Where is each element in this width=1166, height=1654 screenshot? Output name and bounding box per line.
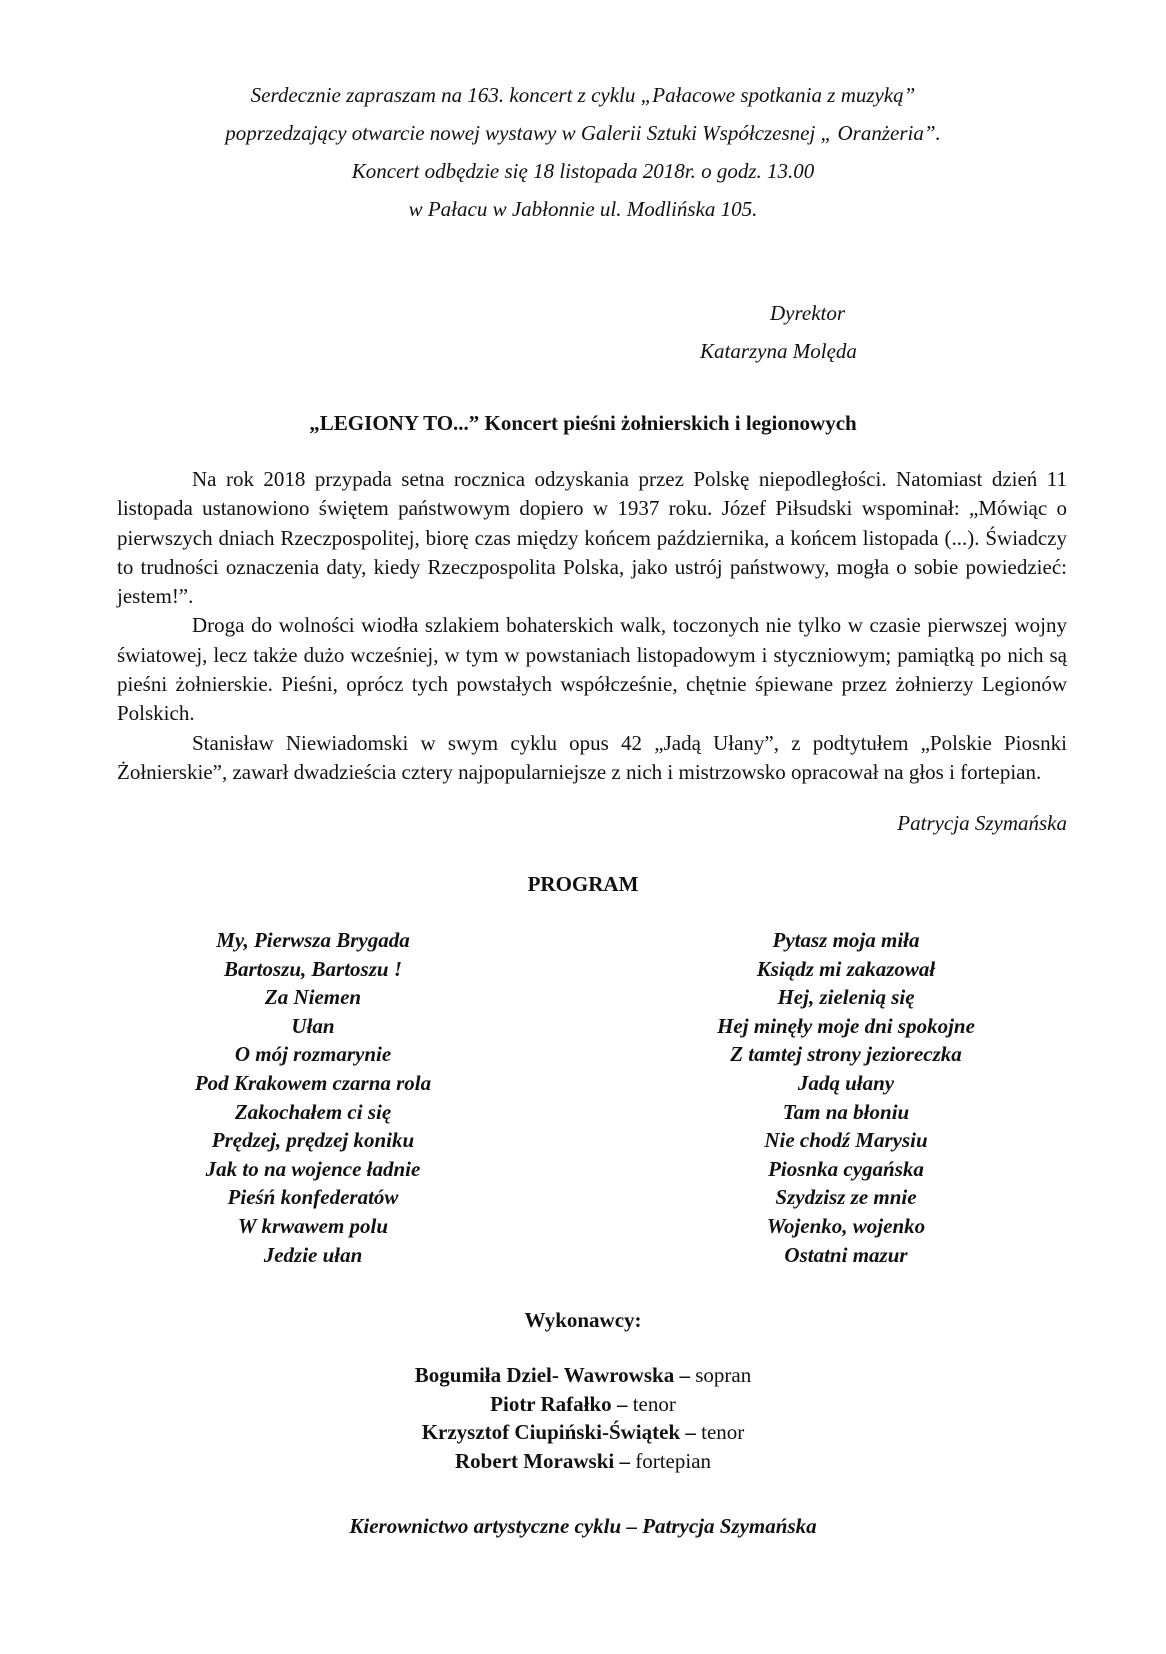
performer-row xyxy=(120,1418,1046,1447)
essay-author: Patrycja Szymańska xyxy=(897,811,1067,835)
song-title: Zakochałem ci się xyxy=(234,1099,392,1124)
song-title: Pytasz moja miła xyxy=(772,928,920,952)
invitation-line: Serdecznie zapraszam na 163. koncert z cyklu „Pałacowe spotkania z muzyką” xyxy=(250,83,916,107)
performer-row xyxy=(120,1447,1046,1476)
director-signature xyxy=(700,294,857,370)
performer-role: sopran xyxy=(695,1363,752,1387)
invitation-line: w Pałacu w Jabłonnie ul. Modlińska 105. xyxy=(408,197,758,221)
performer-dash: – xyxy=(679,1363,690,1387)
song-title: Jedzie ułan xyxy=(263,1242,363,1267)
song-title: Z tamtej strony jezioreczka xyxy=(730,1042,962,1067)
concert-title: „LEGIONY TO...” Koncert pieśni żołnierskich i legionowych xyxy=(309,411,857,435)
song-title: Prędzej, prędzej koniku xyxy=(211,1128,415,1153)
performer-name: Krzysztof Ciupiński-Świątek xyxy=(421,1420,681,1444)
program-left-column xyxy=(123,926,503,1269)
performer-dash: – xyxy=(616,1391,628,1416)
song-title: Wojenko, wojenko xyxy=(766,1213,926,1238)
song-title: Nie chodź Marysiu xyxy=(764,1128,928,1153)
program-heading: PROGRAM xyxy=(527,872,639,896)
artistic-direction-credit: Kierownictwo artystyczne cyklu – Patrycja Szymańska xyxy=(349,1514,817,1538)
song-title: Za Niemen xyxy=(264,985,362,1010)
essay-paragraph: Na rok 2018 przypada setna rocznica odzyskania przez Polskę niepodległości. Natomiast dzień 11 listopada ustanowiono świętem państwowym dopiero w 1937 roku. Józef Piłsudski wspominał: „Mówiąc o pierwszych dniach Rzeczpospolitej, biorę czas między końcem października, a końcem listopada (...). Świadczy to trudności oznaczenia daty, kiedy Rzeczpospolita Polska, jako ustrój państwowy, mogła o sobie powiedzieć: jestem!”. xyxy=(117,467,1067,609)
song-title: Hej, zielenią się xyxy=(777,985,915,1010)
performers-list xyxy=(120,1361,1046,1475)
director-role: Dyrektor xyxy=(770,301,846,325)
director-name: Katarzyna Molęda xyxy=(700,339,857,363)
program-right-column xyxy=(656,926,1036,1269)
song-title: Tam na błoniu xyxy=(782,1099,910,1124)
performer-dash: – xyxy=(619,1448,630,1473)
performer-role: tenor xyxy=(701,1420,745,1444)
song-title: My, Pierwsza Brygada xyxy=(216,928,410,952)
song-title: Jadą ułany xyxy=(797,1070,895,1095)
performer-row xyxy=(120,1361,1046,1390)
performer-name: Robert Morawski xyxy=(454,1448,615,1473)
essay-paragraph: Stanisław Niewiadomski w swym cyklu opus 42 „Jadą Ułany”, z podtytułem „Polskie Piosnki Żołnierskie”, zawarł dwadzieścia cztery najpopularniejsze z nich i mistrzowsko opracował na głos i fortepian. xyxy=(117,730,1067,784)
song-title: Jak to na wojence ładnie xyxy=(205,1156,421,1181)
song-title: Hej minęły moje dni spokojne xyxy=(717,1013,975,1038)
performer-row xyxy=(120,1390,1046,1419)
invitation-line: poprzedzający otwarcie nowej wystawy w Galerii Sztuki Współczesnej „ Oranżeria”. xyxy=(225,121,941,145)
performer-role: fortepian xyxy=(635,1448,712,1473)
performer-role: tenor xyxy=(632,1391,676,1416)
song-title: Ksiądz mi zakazował xyxy=(756,956,936,981)
song-title: Szydzisz ze mnie xyxy=(775,1185,917,1210)
song-title: Pieśń konfederatów xyxy=(227,1185,399,1210)
song-title: Ułan xyxy=(291,1013,335,1038)
song-title: Ostatni mazur xyxy=(784,1242,908,1267)
essay-body xyxy=(117,465,1067,787)
invitation-block xyxy=(120,76,1046,228)
performer-dash: – xyxy=(685,1420,696,1444)
performer-name: Piotr Rafałko xyxy=(490,1391,612,1416)
song-title: O mój rozmarynie xyxy=(234,1042,392,1067)
invitation-line: Koncert odbędzie się 18 listopada 2018r. o godz. 13.00 xyxy=(351,159,815,183)
performers-heading: Wykonawcy: xyxy=(524,1308,642,1332)
song-title: Bartoszu, Bartoszu ! xyxy=(224,956,402,981)
performer-name: Bogumiła Dziel- Wawrowska xyxy=(414,1363,675,1387)
song-title: Pod Krakowem czarna rola xyxy=(194,1070,432,1095)
essay-paragraph: Droga do wolności wiodła szlakiem bohaterskich walk, toczonych nie tylko w czasie pierwszej wojny światowej, lecz także dużo wcześniej, w tym w powstaniach listopadowym i styczniowym; pamiątką po nich są pieśni żołnierskie. Pieśni, oprócz tych powstałych współcześnie, chętnie śpiewane przez żołnierzy Legionów Polskich. xyxy=(117,613,1067,726)
song-title: W krwawem polu xyxy=(237,1213,389,1238)
song-title: Piosnka cygańska xyxy=(768,1156,924,1181)
